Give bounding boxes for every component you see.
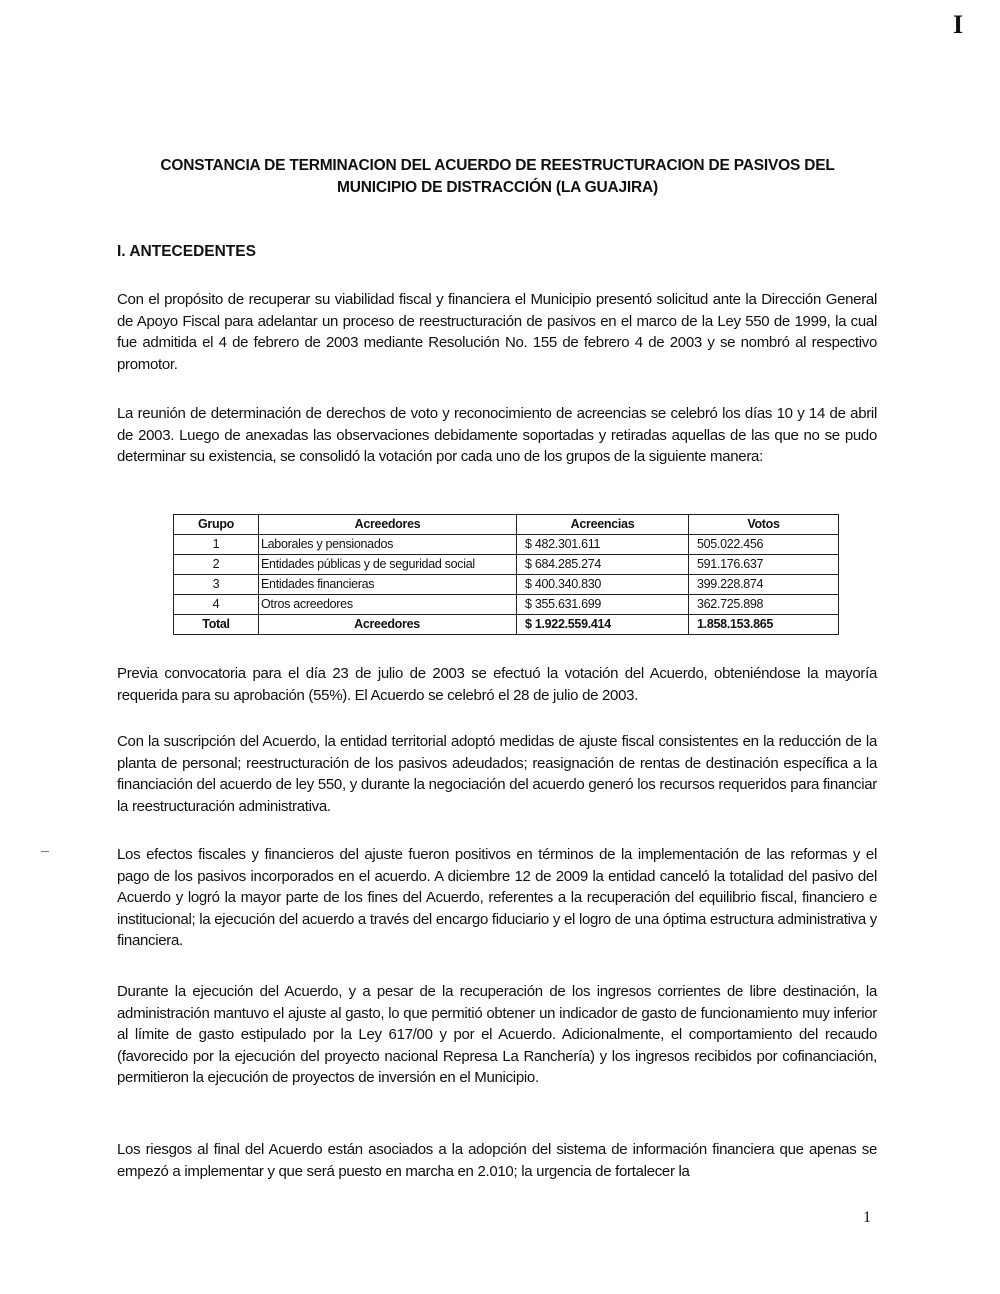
- cell-amount: $ 684.285.274: [517, 555, 689, 575]
- header-votos: Votos: [689, 515, 839, 535]
- cell-votes: 362.725.898: [689, 595, 839, 615]
- cell-total-label: Total: [174, 615, 259, 635]
- paragraph-7: Los riesgos al final del Acuerdo están asociados a la adopción del sistema de información financiera que apenas se empezó a implementar y que será puesto en marcha en 2.010; la urgencia de fortalecer la: [117, 1141, 877, 1180]
- cell-group: 1: [174, 535, 259, 555]
- table-row: [174, 575, 839, 595]
- table-row: [174, 595, 839, 615]
- header-grupo: Grupo: [174, 515, 259, 535]
- paragraph-3: Previa convocatoria para el día 23 de julio de 2003 se efectuó la votación del Acuerdo, obteniéndose la mayoría requerida para su aprobación (55%). El Acuerdo se celebró el 28 de julio de 2003.: [117, 665, 877, 704]
- cell-group: 3: [174, 575, 259, 595]
- cell-group: 2: [174, 555, 259, 575]
- table-row: [174, 535, 839, 555]
- paragraph-1: Con el propósito de recuperar su viabilidad fiscal y financiera el Municipio presentó solicitud ante la Dirección General de Apoyo Fiscal para adelantar un proceso de reestructuración de pasivos en el marco de la Ley 550 de 1999, la cual fue admitida el 4 de febrero de 2003 mediante Resolución No. 155 de febrero 4 de 2003 y se nombró al respectivo promotor.: [117, 291, 877, 373]
- cell-creditor: Entidades financieras: [259, 575, 517, 595]
- cell-total-creditor: Acreedores: [259, 615, 517, 635]
- cell-creditor: Otros acreedores: [259, 595, 517, 615]
- cell-amount: $ 400.340.830: [517, 575, 689, 595]
- cell-votes: 591.176.637: [689, 555, 839, 575]
- cell-creditor: Entidades públicas y de seguridad social: [259, 555, 517, 575]
- paragraph-4: Con la suscripción del Acuerdo, la entidad territorial adoptó medidas de ajuste fiscal consistentes en la reducción de la planta de personal; reestructuración de los pasivos adeudados; reasignación de rentas de destinación específica a la financiación del acuerdo de ley 550, y durante la negociación del acuerdo generó los recursos requeridos para financiar la reestructuración administrativa.: [117, 733, 877, 815]
- cell-votes: 399.228.874: [689, 575, 839, 595]
- paragraph-2: La reunión de determinación de derechos de voto y reconocimiento de acreencias se celebró los días 10 y 14 de abril de 2003. Luego de anexadas las observaciones debidamente soportadas y retiradas aquellas de las que no se pudo determinar su existencia, se consolidó la votación por cada uno de los grupos de la siguiente manera:: [117, 405, 877, 465]
- corner-mark: I: [953, 10, 964, 39]
- cell-amount: $ 482.301.611: [517, 535, 689, 555]
- document-title: [115, 155, 880, 199]
- title-line-1: CONSTANCIA DE TERMINACION DEL ACUERDO DE REESTRUCTURACION DE PASIVOS DEL: [160, 157, 835, 174]
- section-heading: I. ANTECEDENTES: [117, 243, 256, 260]
- paragraph-5: Los efectos fiscales y financieros del ajuste fueron positivos en términos de la implementación de las reformas y el pago de los pasivos incorporados en el acuerdo. A diciembre 12 de 2009 la entidad canceló la totalidad del pasivo del Acuerdo y logró la mayor parte de los fines del Acuerdo, referentes a la recuperación del equilibrio fiscal, financiero e institucional; la ejecución del acuerdo a través del encargo fiduciario y el logro de una óptima estructura administrativa y financiera.: [117, 846, 877, 949]
- cell-group: 4: [174, 595, 259, 615]
- cell-total-amount: $ 1.922.559.414: [517, 615, 689, 635]
- page-number: 1: [863, 1209, 871, 1226]
- header-acreedores: Acreedores: [259, 515, 517, 535]
- table-total-row: [174, 615, 839, 635]
- table-row: [174, 555, 839, 575]
- title-line-2: MUNICIPIO DE DISTRACCIÓN (LA GUAJIRA): [337, 179, 658, 196]
- cell-votes: 505.022.456: [689, 535, 839, 555]
- creditors-table: [173, 514, 839, 635]
- header-acreencias: Acreencias: [517, 515, 689, 535]
- cell-total-votes: 1.858.153.865: [689, 615, 839, 635]
- margin-mark: [41, 851, 49, 852]
- cell-amount: $ 355.631.699: [517, 595, 689, 615]
- table-header-row: [174, 515, 839, 535]
- cell-creditor: Laborales y pensionados: [259, 535, 517, 555]
- paragraph-6: Durante la ejecución del Acuerdo, y a pesar de la recuperación de los ingresos corrientes de libre destinación, la administración mantuvo el ajuste al gasto, lo que permitió obtener un indicador de gasto de funcionamiento muy inferior al límite de gasto estipulado por la Ley 617/00 y por el Acuerdo. Adicionalmente, el comportamiento del recaudo (favorecido por la ejecución del proyecto nacional Represa La Ranchería) y los ingresos recibidos por cofinanciación, permitieron la ejecución de proyectos de inversión en el Municipio.: [117, 983, 877, 1086]
